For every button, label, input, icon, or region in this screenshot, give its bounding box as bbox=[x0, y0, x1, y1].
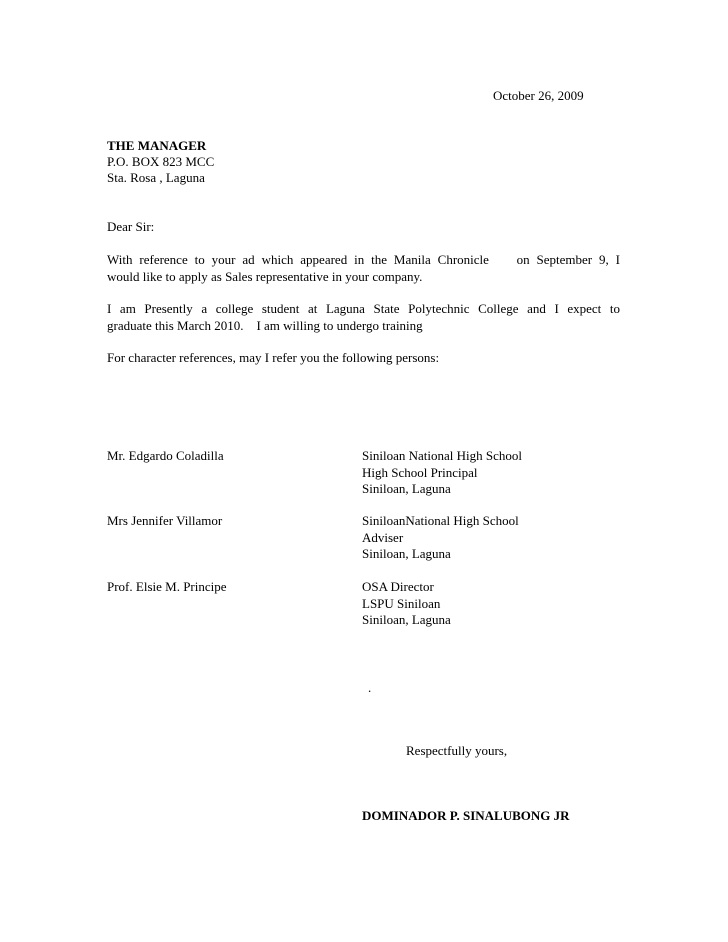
recipient-title: THE MANAGER bbox=[107, 138, 207, 153]
recipient-address-line1: P.O. BOX 823 MCC bbox=[107, 154, 215, 169]
reference-detail-line: High School Principal bbox=[362, 464, 478, 480]
reference-name: Prof. Elsie M. Principe bbox=[107, 579, 227, 594]
reference-detail-line: Adviser bbox=[362, 529, 404, 545]
reference-name: Mrs Jennifer Villamor bbox=[107, 513, 223, 528]
salutation: Dear Sir: bbox=[107, 219, 155, 234]
body-paragraph-3 bbox=[107, 349, 620, 366]
reference-detail-line: SiniloanNational High School bbox=[362, 513, 519, 528]
stray-dot: . bbox=[368, 680, 372, 695]
reference-name: Mr. Edgardo Coladilla bbox=[107, 448, 224, 463]
letter-date: October 26, 2009 bbox=[493, 88, 584, 103]
body-paragraph-2 bbox=[107, 300, 620, 334]
reference-detail-line: Siniloan National High School bbox=[362, 448, 522, 463]
body-paragraph-1 bbox=[107, 251, 620, 285]
reference-details bbox=[362, 579, 451, 629]
reference-details bbox=[362, 448, 522, 498]
reference-detail-line: OSA Director bbox=[362, 579, 434, 594]
body-paragraph-1-line1: With reference to your ad which appeared in the Manila Chronicle on September 9, I bbox=[107, 252, 620, 267]
signature-name: DOMINADOR P. SINALUBONG JR bbox=[362, 808, 570, 823]
reference-detail-line: LSPU Siniloan bbox=[362, 595, 441, 611]
recipient-address-line2: Sta. Rosa , Laguna bbox=[107, 170, 205, 185]
body-paragraph-3-line1: For character references, may I refer you the following persons: bbox=[107, 350, 440, 365]
reference-details bbox=[362, 513, 519, 563]
body-paragraph-1-line2: would like to apply as Sales representative in your company. bbox=[107, 269, 423, 284]
closing: Respectfully yours, bbox=[406, 743, 508, 758]
reference-detail-line: Siniloan, Laguna bbox=[362, 612, 451, 627]
reference-detail-line: Siniloan, Laguna bbox=[362, 481, 451, 496]
reference-detail-line: Siniloan, Laguna bbox=[362, 546, 451, 561]
body-paragraph-2-line2: graduate this March 2010. I am willing to undergo training bbox=[107, 318, 423, 333]
body-paragraph-2-line1: I am Presently a college student at Laguna State Polytechnic College and I expect to bbox=[107, 301, 620, 316]
